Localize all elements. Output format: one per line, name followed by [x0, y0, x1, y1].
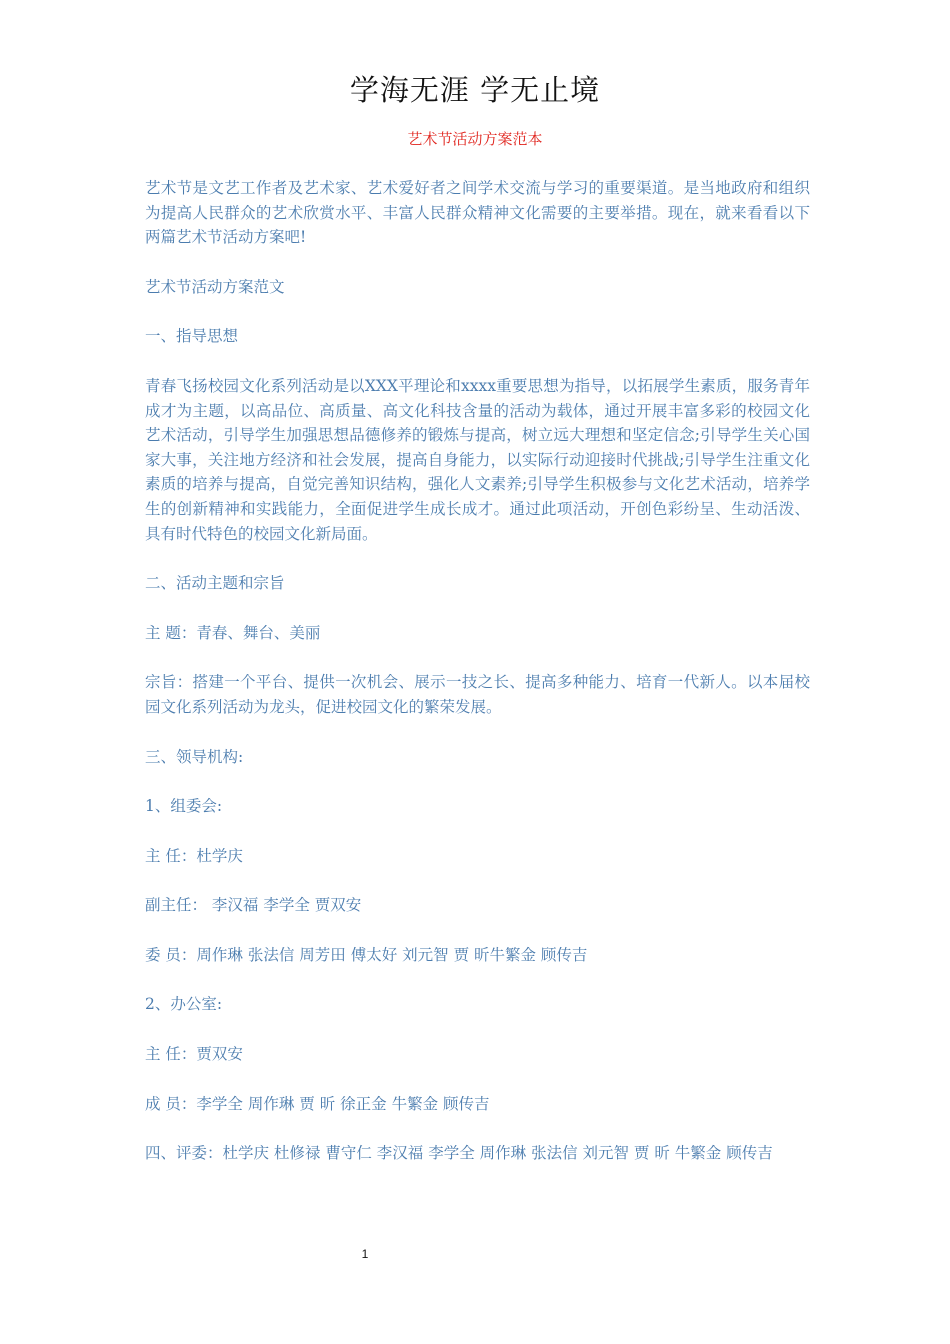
- page-number: 1: [361, 1247, 369, 1261]
- document-title: 艺术节活动方案范本: [407, 130, 543, 148]
- subsection-heading: 2、办公室:: [145, 995, 223, 1014]
- document-body: [145, 176, 810, 1191]
- section-heading: 三、领导机构:: [145, 747, 244, 766]
- body-line: 委 员：周作琳 张法信 周芳田 傅太好 刘元智 贾 昕牛繁金 顾传吉: [145, 945, 588, 964]
- body-line: 主 任：杜学庆: [145, 846, 243, 865]
- section-heading: 一、指导思想: [145, 327, 239, 346]
- body-paragraph: 宗旨：搭建一个平台、提供一次机会、展示一技之长、提高多种能力、培育一代新人。以本届校园文化系列活动为龙头，促进校园文化的繁荣发展。: [145, 673, 810, 716]
- subsection-heading: 1、组委会:: [145, 797, 223, 816]
- intro-paragraph: 艺术节是文艺工作者及艺术家、艺术爱好者之间学术交流与学习的重要渠道。是当地政府和组织为提高人民群众的艺术欣赏水平、丰富人民群众精神文化需要的主要举措。现在，就来看看以下两篇艺术节活动方案吧!: [145, 179, 810, 247]
- section-heading: 艺术节活动方案范文: [145, 277, 285, 296]
- body-line: 主 任：贾双安: [145, 1045, 243, 1064]
- body-line: 四、评委：杜学庆 杜修禄 曹守仁 李汉福 李学全 周作琳 张法信 刘元智 贾 昕 牛繁金 顾传吉: [145, 1144, 773, 1163]
- section-heading: 二、活动主题和宗旨: [145, 574, 285, 593]
- body-line: 副主任： 李汉福 李学全 贾双安: [145, 896, 362, 915]
- body-paragraph: 青春飞扬校园文化系列活动是以XXX平理论和xxxx重要思想为指导，以拓展学生素质，服务青年成才为主题，以高品位、高质量、高文化科技含量的活动为载体，通过开展丰富多彩的校园文化艺术活动，引导学生加强思想品德修养的锻炼与提高，树立远大理想和坚定信念;引导学生关心国家大事，关注地方经济和社会发展，提高自身能力，以实际行动迎接时代挑战;引导学生注重文化素质的培养与提高，自觉完善知识结构，强化人文素养;引导学生积极参与文化艺术活动，培养学生的创新精神和实践能力，全面促进学生成长成才。通过此项活动，开创色彩纷呈、生动活泼、具有时代特色的校园文化新局面。: [145, 376, 810, 543]
- body-line: 主 题：青春、舞台、美丽: [145, 623, 321, 642]
- page-header-motto: 学海无涯 学无止境: [349, 73, 601, 107]
- body-line: 成 员：李学全 周作琳 贾 昕 徐正金 牛繁金 顾传吉: [145, 1094, 490, 1113]
